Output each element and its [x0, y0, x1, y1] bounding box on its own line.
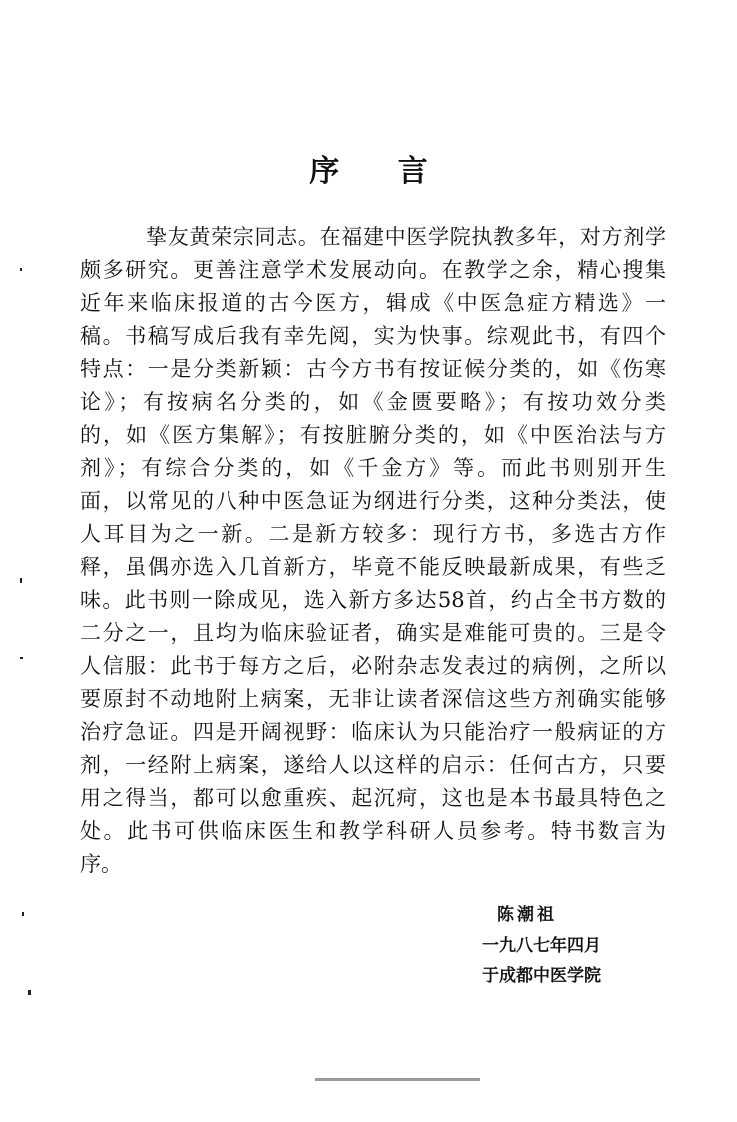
text-line: 要原封不动地附上病案，无非让读者深信这些方剂确实能够 [80, 687, 666, 711]
text-line: 剂》；有综合分类的，如《千金方》等。而此书则别开生 [80, 456, 666, 480]
signature-date: 一九八七年四月 [482, 936, 601, 956]
text-line: 处。此书可供临床医生和教学科研人员参考。特书数言为 [80, 819, 666, 843]
text-line: 味。此书则一除成见，选入新方多达58首，约占全书方数的 [80, 588, 666, 612]
text-line: 用之得当，都可以愈重疾、起沉疴，这也是本书最具特色之 [80, 786, 666, 810]
signature-author: 陈潮祖 [497, 905, 557, 925]
scan-speck [20, 657, 23, 659]
text-line: 论》；有按病名分类的，如《金匮要略》；有按功效分类 [80, 390, 666, 414]
text-line: 近年来临床报道的古今医方，辑成《中医急症方精选》一 [80, 291, 666, 315]
scan-speck [20, 578, 22, 583]
text-line: 剂，一经附上病案，遂给人以这样的启示：任何古方，只要 [80, 753, 666, 777]
text-line: 人信服：此书于每方之后，必附杂志发表过的病例，之所以 [80, 654, 666, 678]
text-line: 挚友黄荣宗同志。在福建中医学院执教多年，对方剂学 [146, 225, 666, 249]
text-line: 的，如《医方集解》；有按脏腑分类的，如《中医治法与方 [80, 423, 666, 447]
text-line: 颇多研究。更善注意学术发展动向。在教学之余，精心搜集 [80, 258, 666, 282]
text-line: 治疗急证。四是开阔视野：临床认为只能治疗一般病证的方 [80, 720, 666, 744]
text-line: 释，虽偶亦选入几首新方，毕竟不能反映最新成果，有些乏 [80, 555, 666, 579]
scan-speck [22, 912, 24, 916]
scan-artifact [315, 1078, 480, 1081]
text-line: 特点：一是分类新颖：古今方书有按证候分类的，如《伤寒 [80, 357, 666, 381]
text-line: 稿。书稿写成后我有幸先阅，实为快事。综观此书，有四个 [80, 324, 666, 348]
text-line: 二分之一，且均为临床验证者，确实是难能可贵的。三是令 [80, 621, 666, 645]
text-line: 面，以常见的八种中医急证为纲进行分类，这种分类法，使 [80, 489, 666, 513]
scan-speck [28, 990, 31, 995]
text-line: 人耳目为之一新。二是新方较多：现行方书，多选古方作 [80, 522, 666, 546]
text-line: 序。 [80, 852, 122, 876]
signature-place: 于成都中医学院 [482, 966, 601, 986]
page-title: 序 言 [309, 154, 452, 189]
scan-speck [20, 268, 22, 271]
preface-body [80, 221, 666, 881]
